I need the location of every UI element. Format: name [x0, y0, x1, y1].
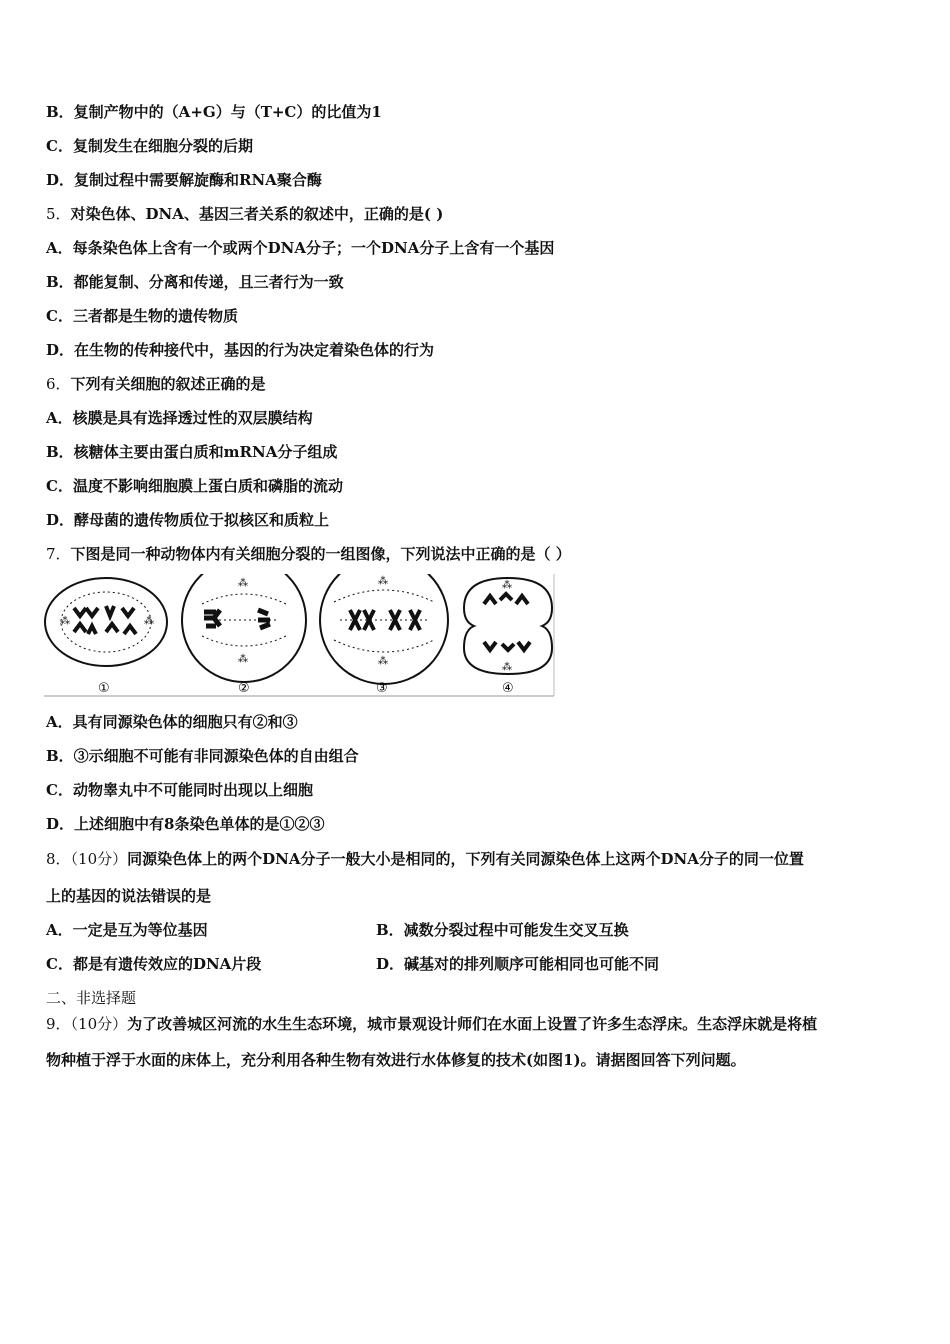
q5-option-c: C．三者都是生物的遗传物质: [46, 307, 238, 325]
q8-option-d: D．碱基对的排列顺序可能相同也可能不同: [376, 955, 660, 973]
q6-option-c: C．温度不影响细胞膜上蛋白质和磷脂的流动: [46, 477, 343, 495]
q7-option-d: D．上述细胞中有8条染色单体的是①②③: [46, 815, 325, 833]
q8-number: 8．: [46, 850, 71, 868]
q5-stem: [46, 204, 443, 224]
q7-stem: [46, 544, 571, 564]
q7-option-a: A．具有同源染色体的细胞只有②和③: [46, 713, 298, 731]
q6-stem-text: 下列有关细胞的叙述正确的是: [70, 375, 266, 393]
svg-text:⁂: ⁂: [60, 616, 70, 627]
q7-stem-text: 下图是同一种动物体内有关细胞分裂的一组图像，下列说法中正确的是（ ）: [70, 545, 571, 563]
figure-label-1: ①: [98, 681, 110, 696]
svg-text:⁂: ⁂: [502, 580, 512, 591]
q6-number: 6．: [46, 375, 71, 393]
q8-stem-line-1: [46, 849, 804, 869]
q5-option-b: B．都能复制、分离和传递，且三者行为一致: [46, 273, 344, 291]
q9-stem-line-2: 物种植于浮于水面的床体上，充分利用各种生物有效进行水体修复的技术(如图1)。请据图回答下列问题。: [46, 1051, 746, 1069]
q4-option-d: D．复制过程中需要解旋酶和RNA聚合酶: [46, 171, 322, 189]
q8-option-b: B．减数分裂过程中可能发生交叉互换: [376, 921, 629, 939]
q5-option-a: A．每条染色体上含有一个或两个DNA分子；一个DNA分子上含有一个基因: [46, 239, 555, 257]
q7-option-b: B．③示细胞不可能有非同源染色体的自由组合: [46, 747, 359, 765]
q9-number: 9．: [46, 1015, 71, 1033]
figure-label-4: ④: [502, 681, 514, 696]
q6-option-a: A．核膜是具有选择透过性的双层膜结构: [46, 409, 313, 427]
cell-division-figure: [44, 574, 556, 698]
cell-3-diagram: [320, 574, 448, 684]
q7-number: 7．: [46, 545, 71, 563]
q4-option-c: C．复制发生在细胞分裂的后期: [46, 137, 253, 155]
cell-2-diagram: [182, 574, 306, 682]
q5-stem-text: 对染色体、DNA、基因三者关系的叙述中，正确的是( ): [70, 205, 444, 223]
cell-1-diagram: [45, 578, 167, 666]
q7-option-c: C．动物睾丸中不可能同时出现以上细胞: [46, 781, 313, 799]
q8-option-a: A．一定是互为等位基因: [46, 921, 208, 939]
q5-number: 5．: [46, 205, 71, 223]
q5-option-d: D．在生物的传种接代中，基因的行为决定着染色体的行为: [46, 341, 435, 359]
q6-option-d: D．酵母菌的遗传物质位于拟核区和质粒上: [46, 511, 330, 529]
q6-stem: [46, 374, 266, 394]
section-title: 二、非选择题: [46, 989, 137, 1007]
svg-text:⁂: ⁂: [378, 576, 388, 587]
q9-stem-line-1: [46, 1014, 817, 1034]
q4-option-b: B．复制产物中的（A+G）与（T+C）的比值为1: [46, 103, 382, 121]
q8-option-c: C．都是有遗传效应的DNA片段: [46, 955, 262, 973]
svg-text:⁂: ⁂: [238, 578, 248, 589]
svg-text:⁂: ⁂: [502, 662, 512, 673]
q8-score: （10分）: [70, 850, 128, 868]
q8-stem-text-1: 同源染色体上的两个DNA分子一般大小是相同的，下列有关同源染色体上这两个DNA分子的同一位置: [127, 850, 804, 868]
q6-option-b: B．核糖体主要由蛋白质和mRNA分子组成: [46, 443, 338, 461]
svg-text:⁂: ⁂: [144, 616, 154, 627]
figure-label-2: ②: [238, 681, 250, 696]
q9-stem-text-1: 为了改善城区河流的水生生态环境，城市景观设计师们在水面上设置了许多生态浮床。生态浮床就是将植: [127, 1015, 818, 1033]
q8-stem-line-2: 上的基因的说法错误的是: [46, 887, 212, 905]
cell-4-diagram: [464, 578, 552, 674]
q9-score: （10分）: [70, 1015, 128, 1033]
svg-text:⁂: ⁂: [378, 656, 388, 667]
figure-label-3: ③: [376, 681, 388, 696]
svg-text:⁂: ⁂: [238, 654, 248, 665]
